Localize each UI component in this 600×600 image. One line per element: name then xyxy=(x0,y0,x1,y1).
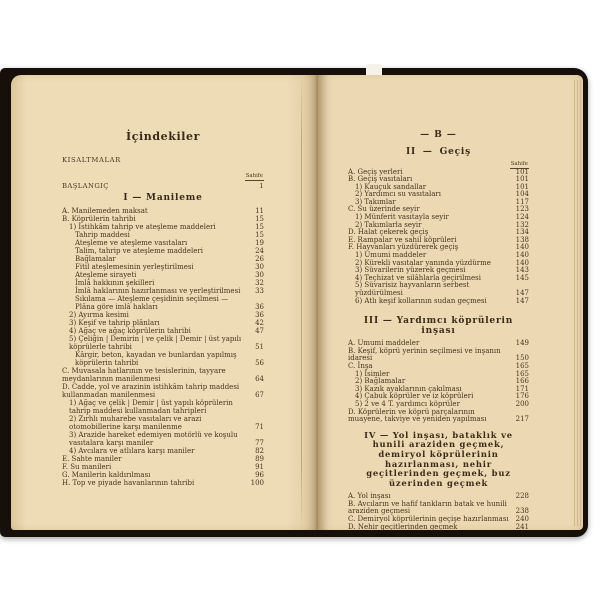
entry-text: 2) Bağlamalar xyxy=(355,377,406,386)
entry-text: Ateşleme sirayeti xyxy=(75,270,137,279)
baslangic-label: BAŞLANGIÇ xyxy=(62,181,109,190)
toc-list-section-4 xyxy=(348,493,529,531)
entry-page-number: 42 xyxy=(255,318,264,327)
page-column-header-right: Sahife xyxy=(510,161,528,167)
entry-page-number: 11 xyxy=(255,206,264,215)
toc-entry xyxy=(62,415,264,431)
entry-page-number: 51 xyxy=(255,342,264,351)
entry-page-number: 143 xyxy=(515,266,529,275)
entry-text: 4) Ağaç ve ağaç köprülerin tahribi xyxy=(69,326,191,335)
entry-text: B. Köprülerin tahribi xyxy=(62,214,136,223)
entry-page-number: 104 xyxy=(515,190,529,199)
entry-text: 2) Yardımcı su vasıtaları xyxy=(355,190,442,199)
entry-page-number: 100 xyxy=(250,478,264,487)
entry-page-number: 238 xyxy=(515,507,529,516)
entry-text: Kârgir, beton, kayadan ve bunlardan yapılmış köprülerin tahribi xyxy=(75,350,237,367)
toc-entry xyxy=(62,327,264,335)
toc-entry xyxy=(62,471,264,479)
entry-page-number: 241 xyxy=(515,522,529,531)
entry-text: E. Rampalar ve sahil köprüleri xyxy=(348,235,457,244)
entry-text: F. Su manileri xyxy=(62,462,112,471)
toc-entry xyxy=(62,383,264,399)
entry-page-number: 47 xyxy=(255,326,264,335)
entry-page-number: 145 xyxy=(515,273,529,282)
entry-page-number: 15 xyxy=(255,222,264,231)
entry-page-number: 101 xyxy=(515,167,529,176)
entry-page-number: 150 xyxy=(515,354,529,363)
entry-page-number: 117 xyxy=(515,197,529,206)
entry-text: C. Su üzerinde seyir xyxy=(348,205,420,214)
toc-entry xyxy=(62,295,264,311)
entry-page-number: 77 xyxy=(255,438,264,447)
entry-text: C. Muvasala hatlarının ve tesislerinin, tayyare meydanlarının manilenmesi xyxy=(62,366,226,383)
entry-page-number: 96 xyxy=(255,470,264,479)
entry-text: 1) İstihkâm tahrip ve ateşleme maddeleri xyxy=(69,222,216,231)
toc-entry xyxy=(62,231,264,239)
entry-text: 5) 2 ve 4 T. yardımcı köprüler xyxy=(355,399,460,408)
entry-text: 4) Teçhizat ve silâhlarla geçirilmesi xyxy=(355,273,481,282)
toc-entry xyxy=(62,447,264,455)
toc-entry xyxy=(348,282,529,297)
entry-page-number: 165 xyxy=(515,361,529,370)
entry-text: 2) Takımlarla seyir xyxy=(355,220,422,229)
entry-text: 5) Çeliğin | Demirin | ve çelik | Demir | üst yapılı köprülerle tahribi xyxy=(69,334,242,351)
section-4-heading: IV — Yol inşası, bataklık ve hunili araziden geçmek, demiryol köprülerinin hazırlanması, nehir geçitlerinden geçmek, buz üzerinden geçmek xyxy=(364,429,513,488)
entry-page-number: 217 xyxy=(515,415,529,424)
baslangic-page-number: 1 xyxy=(259,181,264,190)
entry-text: Fitil ateşlemesinin yerleştirilmesi xyxy=(75,262,194,271)
toc-entry xyxy=(348,298,529,306)
entry-text: Ateşleme ve ateşleme vasıtaları xyxy=(75,238,188,247)
entry-text: A. Geçiş yerleri xyxy=(348,167,403,176)
toc-list-section-1 xyxy=(62,207,264,487)
page-b-header: — B — xyxy=(420,130,457,140)
entry-page-number: 101 xyxy=(515,182,529,191)
entry-page-number: 19 xyxy=(255,238,264,247)
toc-entry xyxy=(62,263,264,271)
entry-text: A. Yol inşası xyxy=(348,492,391,501)
entry-page-number: 200 xyxy=(515,399,529,408)
toc-entry xyxy=(62,207,264,215)
entry-page-number: 82 xyxy=(255,446,264,455)
entry-page-number: 30 xyxy=(255,262,264,271)
entry-page-number: 24 xyxy=(255,246,264,255)
entry-text: B. Geçiş vasıtaları xyxy=(348,175,413,184)
page-column-header-left: Sahife xyxy=(245,173,263,179)
entry-page-number: 138 xyxy=(515,235,529,244)
toc-entry xyxy=(62,287,264,295)
section-2-heading: II — Geçiş xyxy=(405,147,472,157)
toc-entry xyxy=(62,351,264,367)
entry-page-number: 101 xyxy=(515,175,529,184)
toc-entry xyxy=(62,271,264,279)
entry-page-number: 140 xyxy=(515,243,529,252)
book-cover xyxy=(0,68,588,537)
left-page xyxy=(11,75,318,530)
entry-page-number: 15 xyxy=(255,230,264,239)
open-pages xyxy=(11,75,583,530)
entry-page-number: 26 xyxy=(255,254,264,263)
entry-text: E. Sahte maniler xyxy=(62,454,122,463)
baslangic-row xyxy=(62,182,264,190)
entry-text: C. İnşa xyxy=(348,361,373,370)
entry-text: A. Umumi maddeler xyxy=(348,339,420,348)
entry-text: Sıkılama — Ateşleme çeşidinin seçilmesi — Plâna göre imlâ hakları xyxy=(75,294,229,311)
entry-page-number: 71 xyxy=(255,422,264,431)
entry-text: 3) Süvarilerin yüzerek geçmesi xyxy=(355,266,466,275)
entry-page-number: 124 xyxy=(515,213,529,222)
toc-entry xyxy=(348,501,529,516)
entry-text: 1) Umumi maddeler xyxy=(355,251,427,260)
toc-entry xyxy=(62,431,264,447)
entry-page-number: 56 xyxy=(255,358,264,367)
entry-page-number: 36 xyxy=(255,310,264,319)
entry-page-number: 36 xyxy=(255,302,264,311)
toc-entry xyxy=(62,247,264,255)
entry-page-number: 149 xyxy=(515,339,529,348)
toc-entry xyxy=(62,311,264,319)
entry-text: D. Nehir geçitlerinden geçmek xyxy=(348,522,458,531)
entry-page-number: 89 xyxy=(255,454,264,463)
toc-entry xyxy=(348,409,529,424)
entry-text: H. Top ve piyade havanlarının tahribi xyxy=(62,478,195,487)
entry-page-number: 228 xyxy=(515,492,529,501)
entry-text: Tahrip maddesi xyxy=(75,230,130,239)
entry-text: D. Köprülerin ve köprü parçalarının muayene, takviye ve yeniden yapılması xyxy=(348,407,487,424)
entry-text: Bağlamalar xyxy=(75,254,116,263)
entry-text: 3) Kazık ayaklarının çakılması xyxy=(355,384,462,393)
toc-entry xyxy=(62,479,264,487)
toc-entry xyxy=(348,348,529,363)
toc-entry xyxy=(62,255,264,263)
entry-text: İmlâ hakkının şekilleri xyxy=(75,278,155,287)
entry-text: 1) İsimler xyxy=(355,369,390,378)
entry-page-number: 91 xyxy=(255,462,264,471)
toc-entry xyxy=(348,524,529,532)
toc-entry xyxy=(62,279,264,287)
entry-page-number: 140 xyxy=(515,251,529,260)
toc-list-section-2 xyxy=(348,169,529,306)
entry-page-number: 166 xyxy=(515,377,529,386)
entry-page-number: 176 xyxy=(515,392,529,401)
entry-page-number: 67 xyxy=(255,390,264,399)
entry-page-number: 33 xyxy=(255,286,264,295)
right-page xyxy=(318,75,583,530)
entry-text: 2) Ayırma kesimi xyxy=(69,310,129,319)
entry-page-number: 32 xyxy=(255,278,264,287)
entry-page-number: 15 xyxy=(255,214,264,223)
entry-page-number: 30 xyxy=(255,270,264,279)
toc-entry xyxy=(62,463,264,471)
entry-page-number: 240 xyxy=(515,515,529,524)
entry-text: 6) Atlı keşif kollarının sudan geçmesi xyxy=(355,296,487,305)
toc-entry xyxy=(62,335,264,351)
entry-text: D. Cadde, yol ve arazinin istihkâm tahrip maddesi kullanmadan manilenmesi xyxy=(62,382,240,399)
entry-page-number: 165 xyxy=(515,369,529,378)
toc-entry xyxy=(62,399,264,415)
entry-text: C. Demiryol köprülerinin geçişe hazırlanması xyxy=(348,515,509,524)
toc-entry xyxy=(62,319,264,327)
entry-text: 4) Çabuk köprüler ve iz köprüleri xyxy=(355,392,474,401)
toc-entry xyxy=(62,239,264,247)
entry-text: Talim, tahrip ve ateşleme maddeleri xyxy=(75,246,203,255)
entry-page-number: 132 xyxy=(515,220,529,229)
toc-entry xyxy=(62,223,264,231)
entry-text: 3) Takımlar xyxy=(355,197,396,206)
entry-text: 2) Zırhlı muharebe vasıtaları ve arazi otomobillerine karşı manilenme xyxy=(69,414,202,431)
entry-text: 1) Ağaç ve çelik | Demir | üst yapılı köprülerin tahrip maddesi kullanmadan tahripleri xyxy=(69,398,233,415)
entry-text: B. Avcıların ve hafif tankların batak ve hunili araziden geçmesi xyxy=(348,499,507,516)
abbreviations-label: KISALTMALAR xyxy=(62,156,121,164)
entry-text: 1) Kauçuk sandallar xyxy=(355,182,427,191)
entry-text: 4) Avcılara ve atlılara karşı maniler xyxy=(69,446,195,455)
entry-text: B. Keşif, köprü yerinin seçilmesi ve inşanın idaresi xyxy=(348,346,501,363)
toc-entry xyxy=(62,215,264,223)
entry-page-number: 123 xyxy=(515,205,529,214)
entry-text: 3) Arazide hareket edemiyen motörlü ve koşulu vasıtalara karşı maniler xyxy=(69,430,238,447)
entry-page-number: 171 xyxy=(515,384,529,393)
toc-entry xyxy=(62,367,264,383)
entry-page-number: 64 xyxy=(255,374,264,383)
entry-text: 1) Münferit vasıtayla seyir xyxy=(355,213,449,222)
entry-text: A. Manilemeden maksat xyxy=(62,206,148,215)
entry-page-number: 134 xyxy=(515,228,529,237)
entry-text: 3) Keşif ve tahrip plânları xyxy=(69,318,160,327)
entry-page-number: 140 xyxy=(515,258,529,267)
entry-text: D. Halat çekerek geçiş xyxy=(348,228,429,237)
entry-page-number: 147 xyxy=(515,289,529,297)
entry-text: 2) Kürekli vasıtalar yanında yüzdürme xyxy=(355,258,491,267)
entry-text: G. Manilerin kaldırılması xyxy=(62,470,151,479)
entry-text: F. Hayvanları yüzdürerek geçiş xyxy=(348,243,459,252)
entry-page-number: 147 xyxy=(515,296,529,305)
section-1-heading: I — Manileme xyxy=(123,192,203,203)
section-3-heading: III — Yardımcı köprülerin inşası xyxy=(363,316,514,337)
contents-title: İçindekiler xyxy=(125,130,201,143)
entry-text: 5) Süvarisiz hayvanların serbest yüzdürülmesi xyxy=(355,281,470,297)
toc-list-section-3 xyxy=(348,340,529,424)
toc-entry xyxy=(62,455,264,463)
entry-text: İmlâ haklarının hazırlanması ve yerleştirilmesi xyxy=(75,286,241,295)
